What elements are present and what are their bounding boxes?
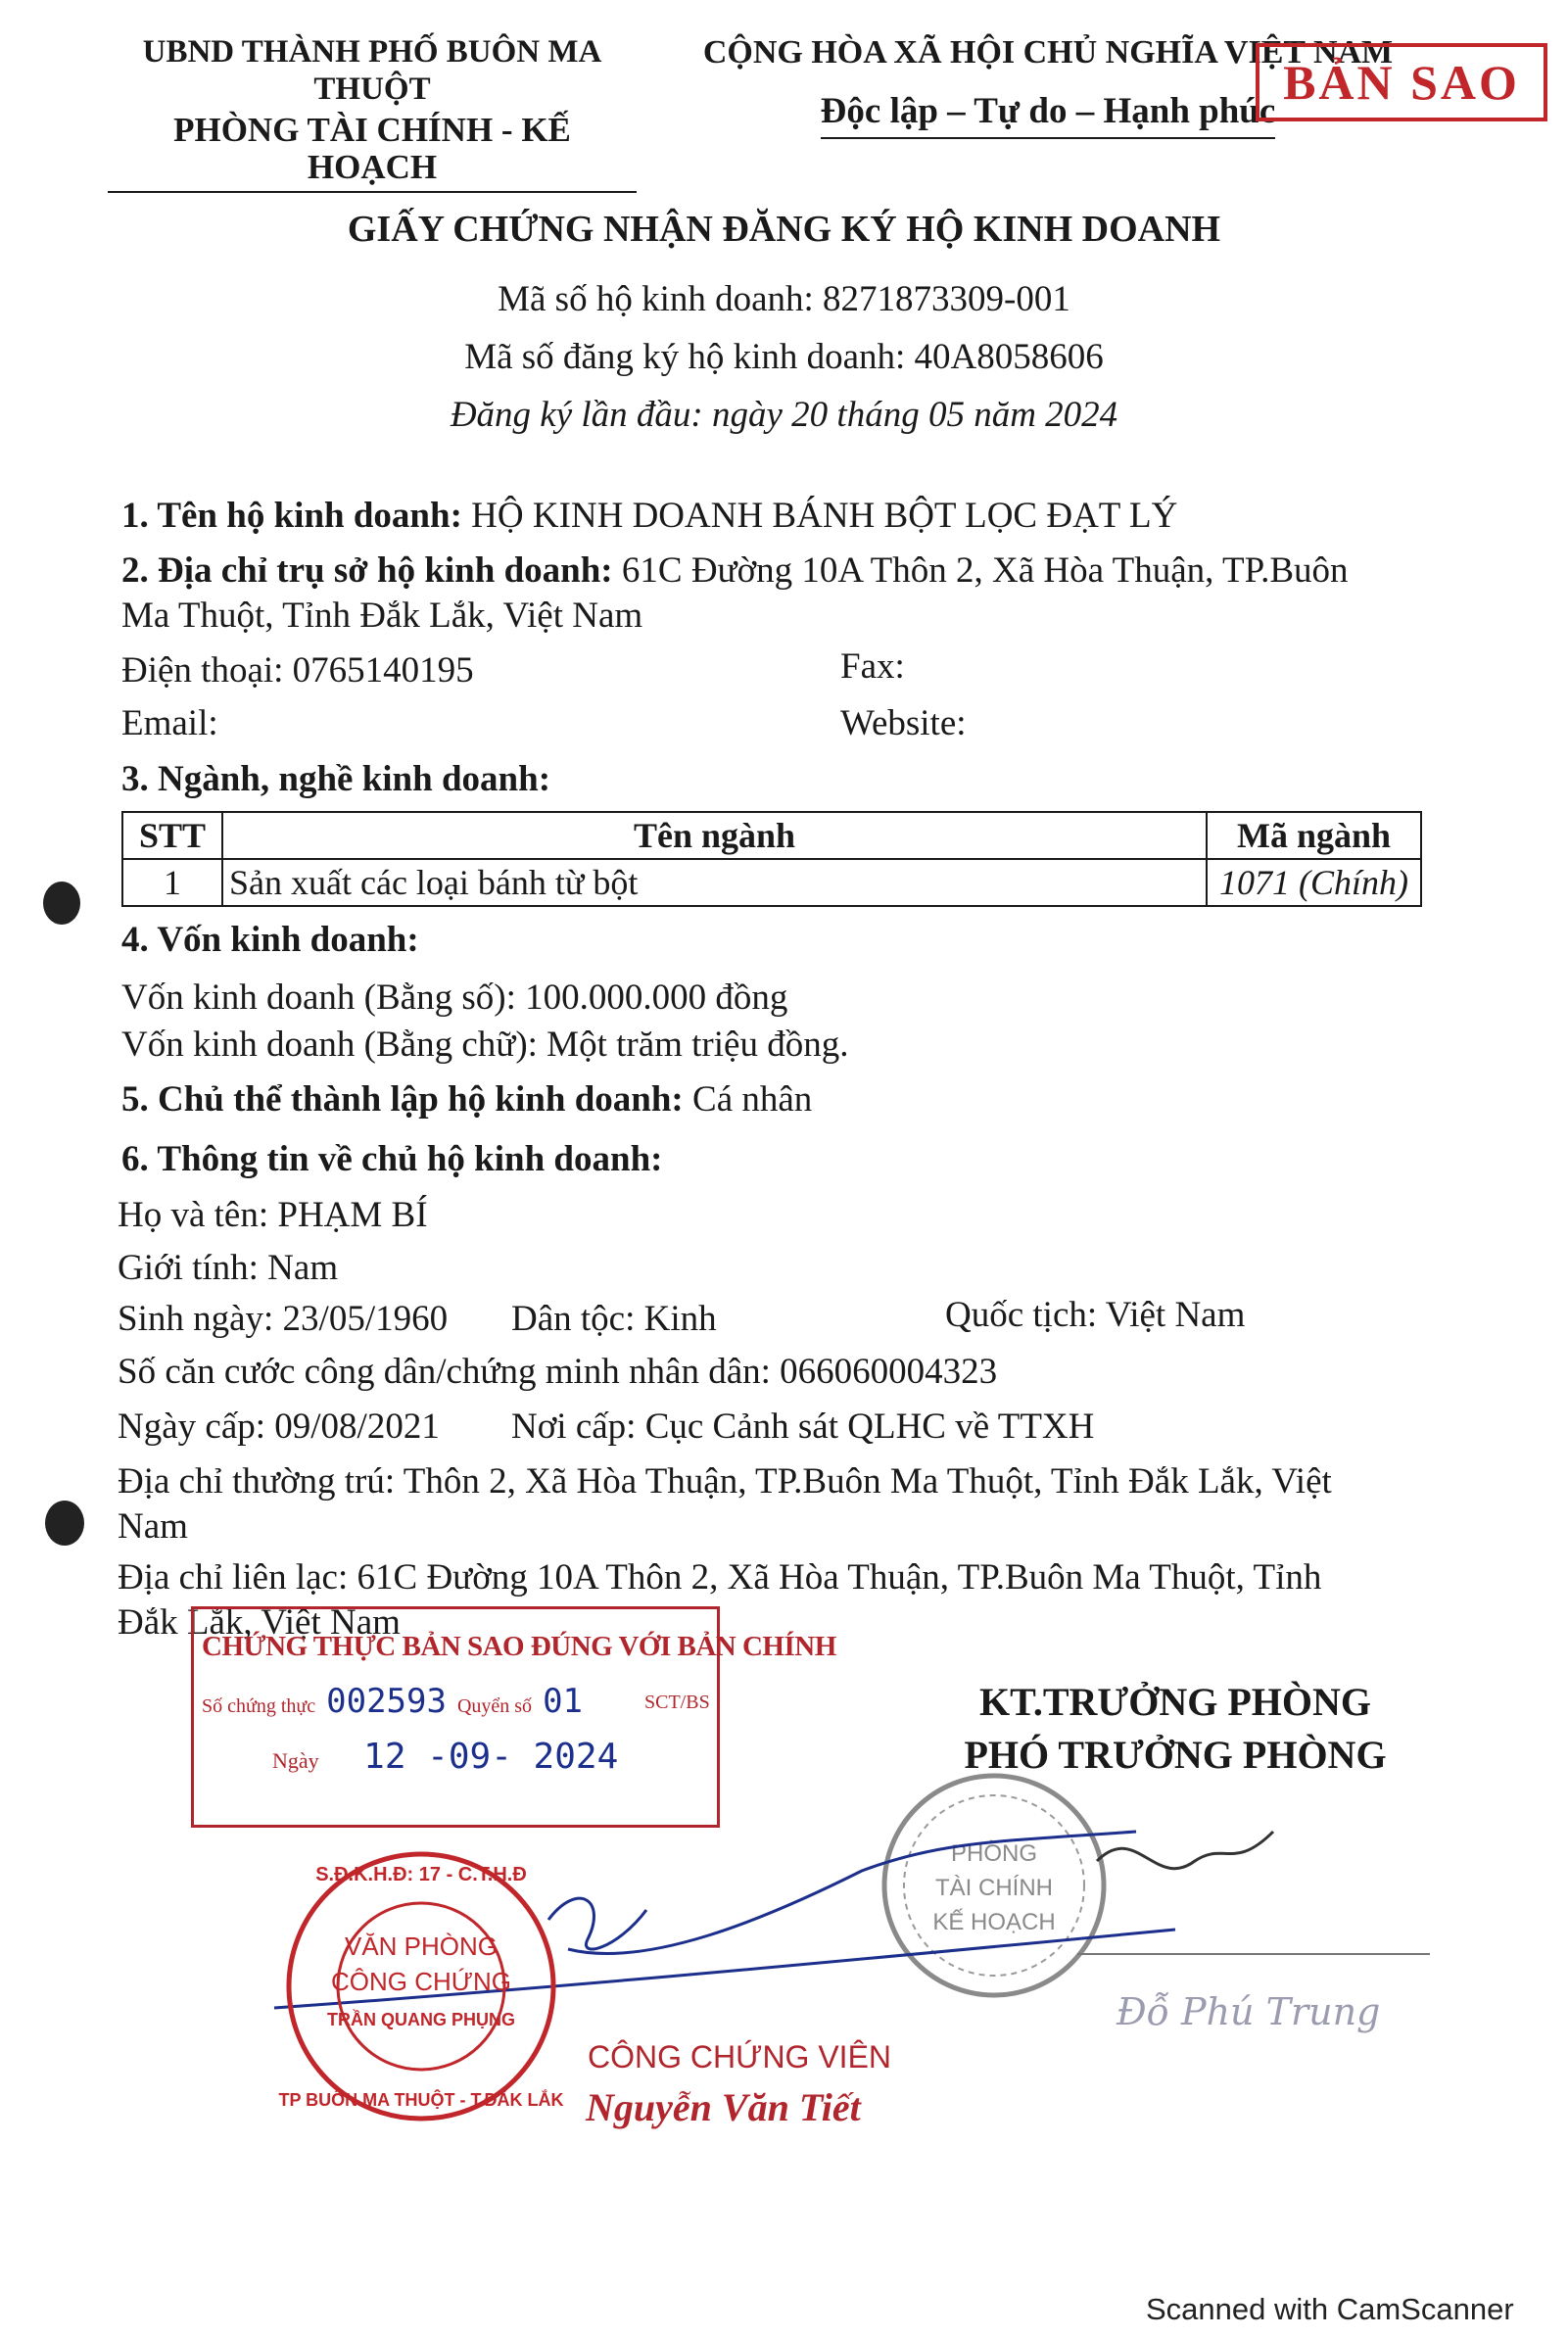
republic-name: CỘNG HÒA XÃ HỘI CHỦ NGHĨA VIỆT NAM [702, 34, 1394, 71]
business-name-label: 1. Tên hộ kinh doanh: [121, 496, 462, 536]
notary-date-label: Ngày [272, 1748, 319, 1773]
notary-box-title: CHỨNG THỰC BẢN SAO ĐÚNG VỚI BẢN CHÍNH [202, 1631, 836, 1662]
capital-heading: 4. Vốn kinh doanh: [121, 920, 419, 960]
book-number: 01 [543, 1682, 584, 1721]
address-label: 2. Địa chỉ trụ sở hộ kinh doanh: [121, 550, 613, 591]
svg-text:TP BUÔN MA THUỘT - T.ĐẮK LẮK: TP BUÔN MA THUỘT - T.ĐẮK LẮK [278, 2090, 564, 2110]
owner-ethnicity: Dân tộc: Kinh [511, 1299, 717, 1339]
phone: Điện thoại: 0765140195 [121, 650, 474, 691]
owner-info-heading: 6. Thông tin về chủ hộ kinh doanh: [121, 1139, 663, 1179]
signature-title-primary: KT.TRƯỞNG PHÒNG [979, 1680, 1371, 1724]
address-value-line2: Ma Thuột, Tỉnh Đắk Lắk, Việt Nam [121, 596, 643, 636]
contact-address-line1: Địa chỉ liên lạc: 61C Đường 10A Thôn 2, Xã Hòa Thuận, TP.Buôn Ma Thuột, Tỉnh [118, 1557, 1322, 1598]
svg-text:CÔNG CHỨNG: CÔNG CHỨNG [331, 1967, 511, 1996]
owner-id-issue-place: Nơi cấp: Cục Cảnh sát QLHC về TTXH [511, 1407, 1095, 1447]
notary-date: 12 -09- 2024 [363, 1737, 619, 1777]
book-label: Quyển số [456, 1695, 533, 1717]
business-name-value: HỘ KINH DOANH BÁNH BỘT LỌC ĐẠT LÝ [471, 496, 1178, 536]
business-name-row [121, 494, 1177, 539]
cert-number-label: Số chứng thực [202, 1695, 316, 1717]
notary-officer-name: Nguyễn Văn Tiết [586, 2085, 861, 2129]
column-header-stt: STT [122, 812, 222, 859]
capital-words: Vốn kinh doanh (Bằng chữ): Một trăm triệu đồng. [121, 1025, 849, 1065]
business-lines-heading: 3. Ngành, nghề kinh doanh: [121, 759, 551, 799]
row-stt: 1 [122, 859, 222, 906]
signature-title-deputy: PHÓ TRƯỞNG PHÒNG [964, 1733, 1387, 1777]
copy-stamp: BẢN SAO [1256, 43, 1547, 121]
contact-address-line2: Đắk Lắk, Việt Nam [118, 1602, 401, 1643]
first-registration-date: Đăng ký lần đầu: ngày 20 tháng 05 năm 2024 [450, 395, 1118, 435]
founder-type-label: 5. Chủ thể thành lập hộ kinh doanh: [121, 1079, 684, 1120]
owner-id-issue-date: Ngày cấp: 09/08/2021 [118, 1407, 440, 1447]
permanent-address-line1: Địa chỉ thường trú: Thôn 2, Xã Hòa Thuận, TP.Buôn Ma Thuột, Tỉnh Đắk Lắk, Việt [118, 1461, 1332, 1502]
punch-hole-icon [43, 882, 80, 925]
cert-number: 002593 [326, 1682, 447, 1721]
department-name: PHÒNG TÀI CHÍNH - KẾ HOẠCH [108, 112, 637, 193]
table-header-row [122, 812, 1421, 859]
email: Email: [121, 703, 218, 743]
notary-cert-line [202, 1682, 710, 1721]
notary-date-line [272, 1737, 618, 1777]
row-industry-code: 1071 (Chính) [1207, 859, 1421, 906]
founder-type-row [121, 1077, 812, 1122]
notary-certification-box [191, 1606, 836, 1828]
column-header-name: Tên ngành [222, 812, 1207, 859]
notary-officer-title: CÔNG CHỨNG VIÊN [588, 2039, 892, 2075]
row-industry-name: Sản xuất các loại bánh từ bột [222, 859, 1207, 906]
department-signer-name: Đỗ Phú Trung [1117, 1990, 1381, 2033]
address-value-line1: 61C Đường 10A Thôn 2, Xã Hòa Thuận, TP.Buôn [621, 550, 1349, 591]
business-lines-table [121, 811, 1422, 907]
table-row [122, 859, 1421, 906]
permanent-address-line2: Nam [118, 1506, 188, 1547]
authority-name: UBND THÀNH PHỐ BUÔN MA THUỘT [142, 34, 602, 107]
fax: Fax: [840, 646, 905, 687]
owner-gender: Giới tính: Nam [118, 1248, 339, 1288]
owner-birth-date: Sinh ngày: 23/05/1960 [118, 1299, 449, 1339]
punch-hole-icon [45, 1501, 84, 1546]
address-row [121, 548, 1349, 594]
svg-text:KẾ HOẠCH: KẾ HOẠCH [932, 1909, 1056, 1935]
document-title: GIẤY CHỨNG NHẬN ĐĂNG KÝ HỘ KINH DOANH [347, 209, 1221, 250]
svg-text:PHÒNG: PHÒNG [950, 1840, 1038, 1867]
svg-text:TÀI CHÍNH: TÀI CHÍNH [935, 1875, 1053, 1901]
column-header-code: Mã ngành [1207, 812, 1421, 859]
book-code: SCT/BS [644, 1692, 710, 1713]
svg-text:TRẦN QUANG PHỤNG: TRẦN QUANG PHỤNG [327, 2010, 515, 2029]
svg-text:VĂN PHÒNG: VĂN PHÒNG [344, 1932, 499, 1961]
website: Website: [840, 703, 967, 743]
issuing-authority [108, 33, 637, 193]
owner-nationality: Quốc tịch: Việt Nam [945, 1295, 1246, 1335]
scanner-watermark: Scanned with CamScanner [1146, 2292, 1514, 2326]
svg-text:S.Đ.K.H.Đ: 17 - C.T.H.Đ: S.Đ.K.H.Đ: 17 - C.T.H.Đ [315, 1864, 527, 1885]
business-code: Mã số hộ kinh doanh: 8271873309-001 [498, 279, 1070, 319]
founder-type-value: Cá nhân [692, 1079, 813, 1120]
notary-seal-icon [274, 1839, 568, 2133]
owner-full-name: Họ và tên: PHẠM BÍ [118, 1195, 428, 1235]
registration-code: Mã số đăng ký hộ kinh doanh: 40A8058606 [464, 337, 1104, 377]
national-motto: Độc lập – Tự do – Hạnh phúc [821, 92, 1276, 139]
capital-numeric: Vốn kinh doanh (Bằng số): 100.000.000 đồng [121, 978, 788, 1018]
owner-id-number: Số căn cước công dân/chứng minh nhân dân: 066060004323 [118, 1352, 998, 1392]
